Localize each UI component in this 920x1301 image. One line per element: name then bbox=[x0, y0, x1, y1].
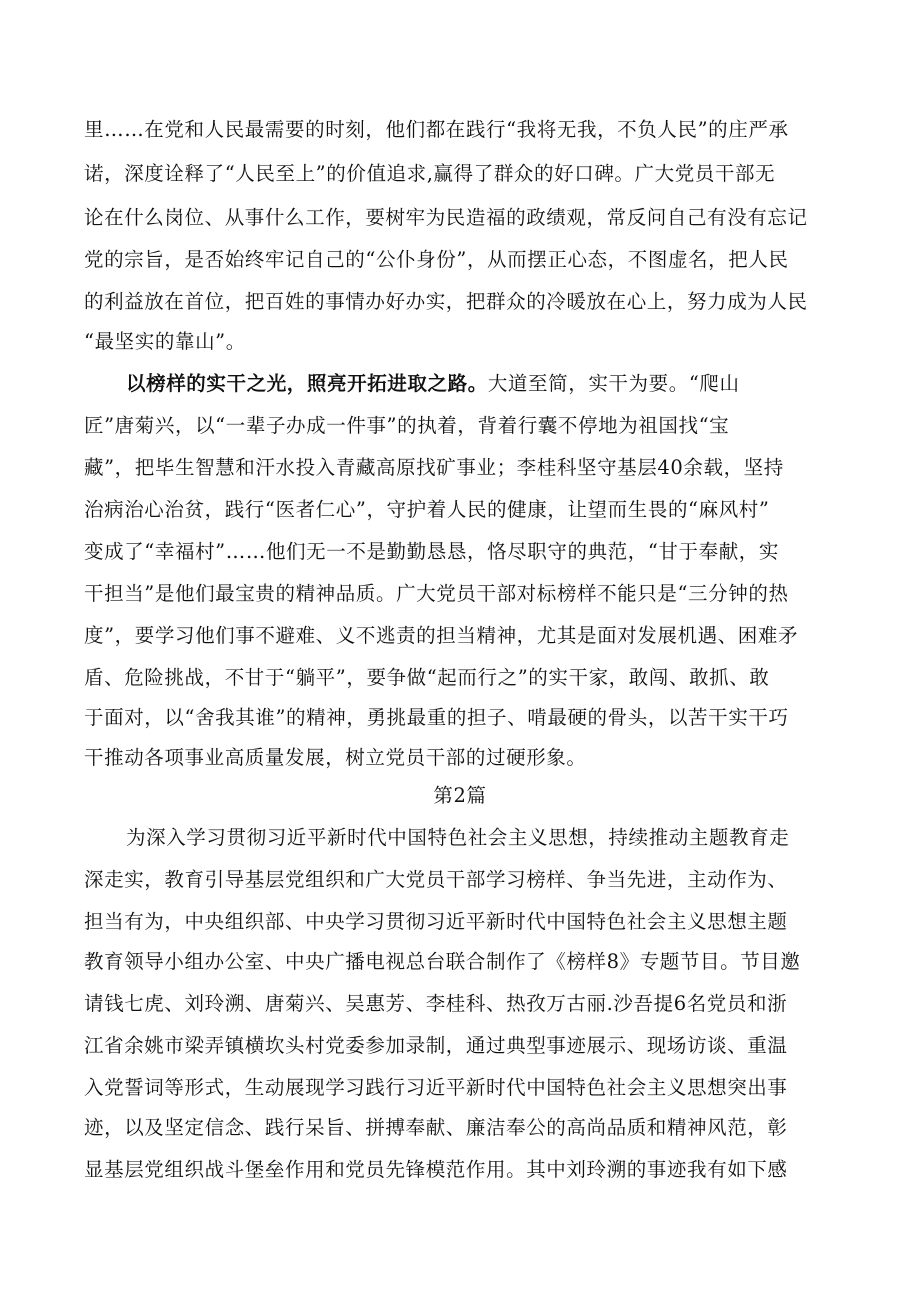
text-line: 于面对，以“舍我其谁”的精神，勇挑最重的担子、啃最硬的骨头，以苦干实干巧 bbox=[84, 706, 789, 729]
text-line: 的利益放在首位，把百姓的事情办好办实，把群众的冷暖放在心上，努力成为人民 bbox=[84, 290, 808, 313]
paragraph-first-line bbox=[126, 370, 740, 398]
section-title: 第2篇 bbox=[433, 784, 487, 807]
text-line: 藏”，把毕生智慧和汗水投入青藏高原找矿事业；李桂科坚守基层40余载，坚持 bbox=[84, 456, 784, 479]
text-line: 显基层党组织战斗堡垒作用和党员先锋模范作用。其中刘玲溯的事迹我有如下感 bbox=[84, 1158, 788, 1181]
text-line: “最坚实的靠山”。 bbox=[84, 330, 246, 353]
text-line: 入党誓词等形式，生动展现学习践行习近平新时代中国特色社会主义思想突出事 bbox=[84, 1076, 788, 1099]
text-line: 教育领导小组办公室、中央广播电视总台联合制作了《榜样8》专题节目。节目邀 bbox=[84, 950, 801, 973]
text-line: 干推动各项事业高质量发展，树立党员干部的过硬形象。 bbox=[84, 746, 587, 769]
text-line: 为深入学习贯彻习近平新时代中国特色社会主义思想，持续推动主题教育走 bbox=[126, 826, 790, 849]
paragraph-heading: 以榜样的实干之光，照亮开拓进取之路。 bbox=[126, 372, 488, 395]
text-line: 党的宗旨，是否始终牢记自己的“公仆身份”，从而摆正心态，不图虚名，把人民 bbox=[84, 248, 789, 271]
text-line: 深走实，教育引导基层党组织和广大党员干部学习榜样、争当先进，主动作为、 bbox=[84, 868, 788, 891]
text-line: 诺，深度诠释了“人民至上”的价值追求,赢得了群众的好口碑。广大党员干部无 bbox=[84, 162, 776, 185]
text-line: 干担当”是他们最宝贵的精神品质。广大党员干部对标榜样不能只是“三分钟的热 bbox=[84, 582, 789, 605]
text-line: 盾、危险挑战，不甘于“躺平”，要争做“起而行之”的实干家，敢闯、敢抓、敢 bbox=[84, 666, 770, 689]
text-line: 治病治心治贫，践行“医者仁心”，守护着人民的健康，让望而生畏的“麻风村” bbox=[84, 498, 770, 521]
text-line: 度”，要学习他们事不避难、义不逃责的担当精神，尤其是面对发展机遇、困难矛 bbox=[84, 624, 799, 647]
text-line: 担当有为，中央组织部、中央学习贯彻习近平新时代中国特色社会主义思想主题 bbox=[84, 910, 788, 933]
text-line: 里……在党和人民最需要的时刻，他们都在践行“我将无我，不负人民”的庄严承 bbox=[84, 118, 789, 141]
text-line: 迹，以及坚定信念、践行呆旨、拼搏奉献、廉洁奉公的高尚品质和精神风范，彰 bbox=[84, 1116, 788, 1139]
text-line: 变成了“幸福村”……他们无一不是勤勤恳恳，恪尽职守的典范，“甘于奉献，实 bbox=[84, 540, 780, 563]
text-line: 论在什么岗位、从事什么工作，要树牢为民造福的政绩观，常反问自己有没有忘记 bbox=[84, 206, 808, 229]
text-line: 请钱七虎、刘玲溯、唐菊兴、吴惠芳、李桂科、热孜万古丽.沙吾提6名党员和浙 bbox=[84, 992, 788, 1015]
text-line: 匠”唐菊兴，以“一辈子办成一件事”的执着，背着行囊不停地为祖国找“宝 bbox=[84, 414, 730, 437]
text-line: 江省余姚市梁弄镇横坎头村党委参加录制，通过典型事迹展示、现场访谈、重温 bbox=[84, 1034, 788, 1057]
text-span: 大道至简，实干为要。“爬山 bbox=[487, 372, 740, 395]
